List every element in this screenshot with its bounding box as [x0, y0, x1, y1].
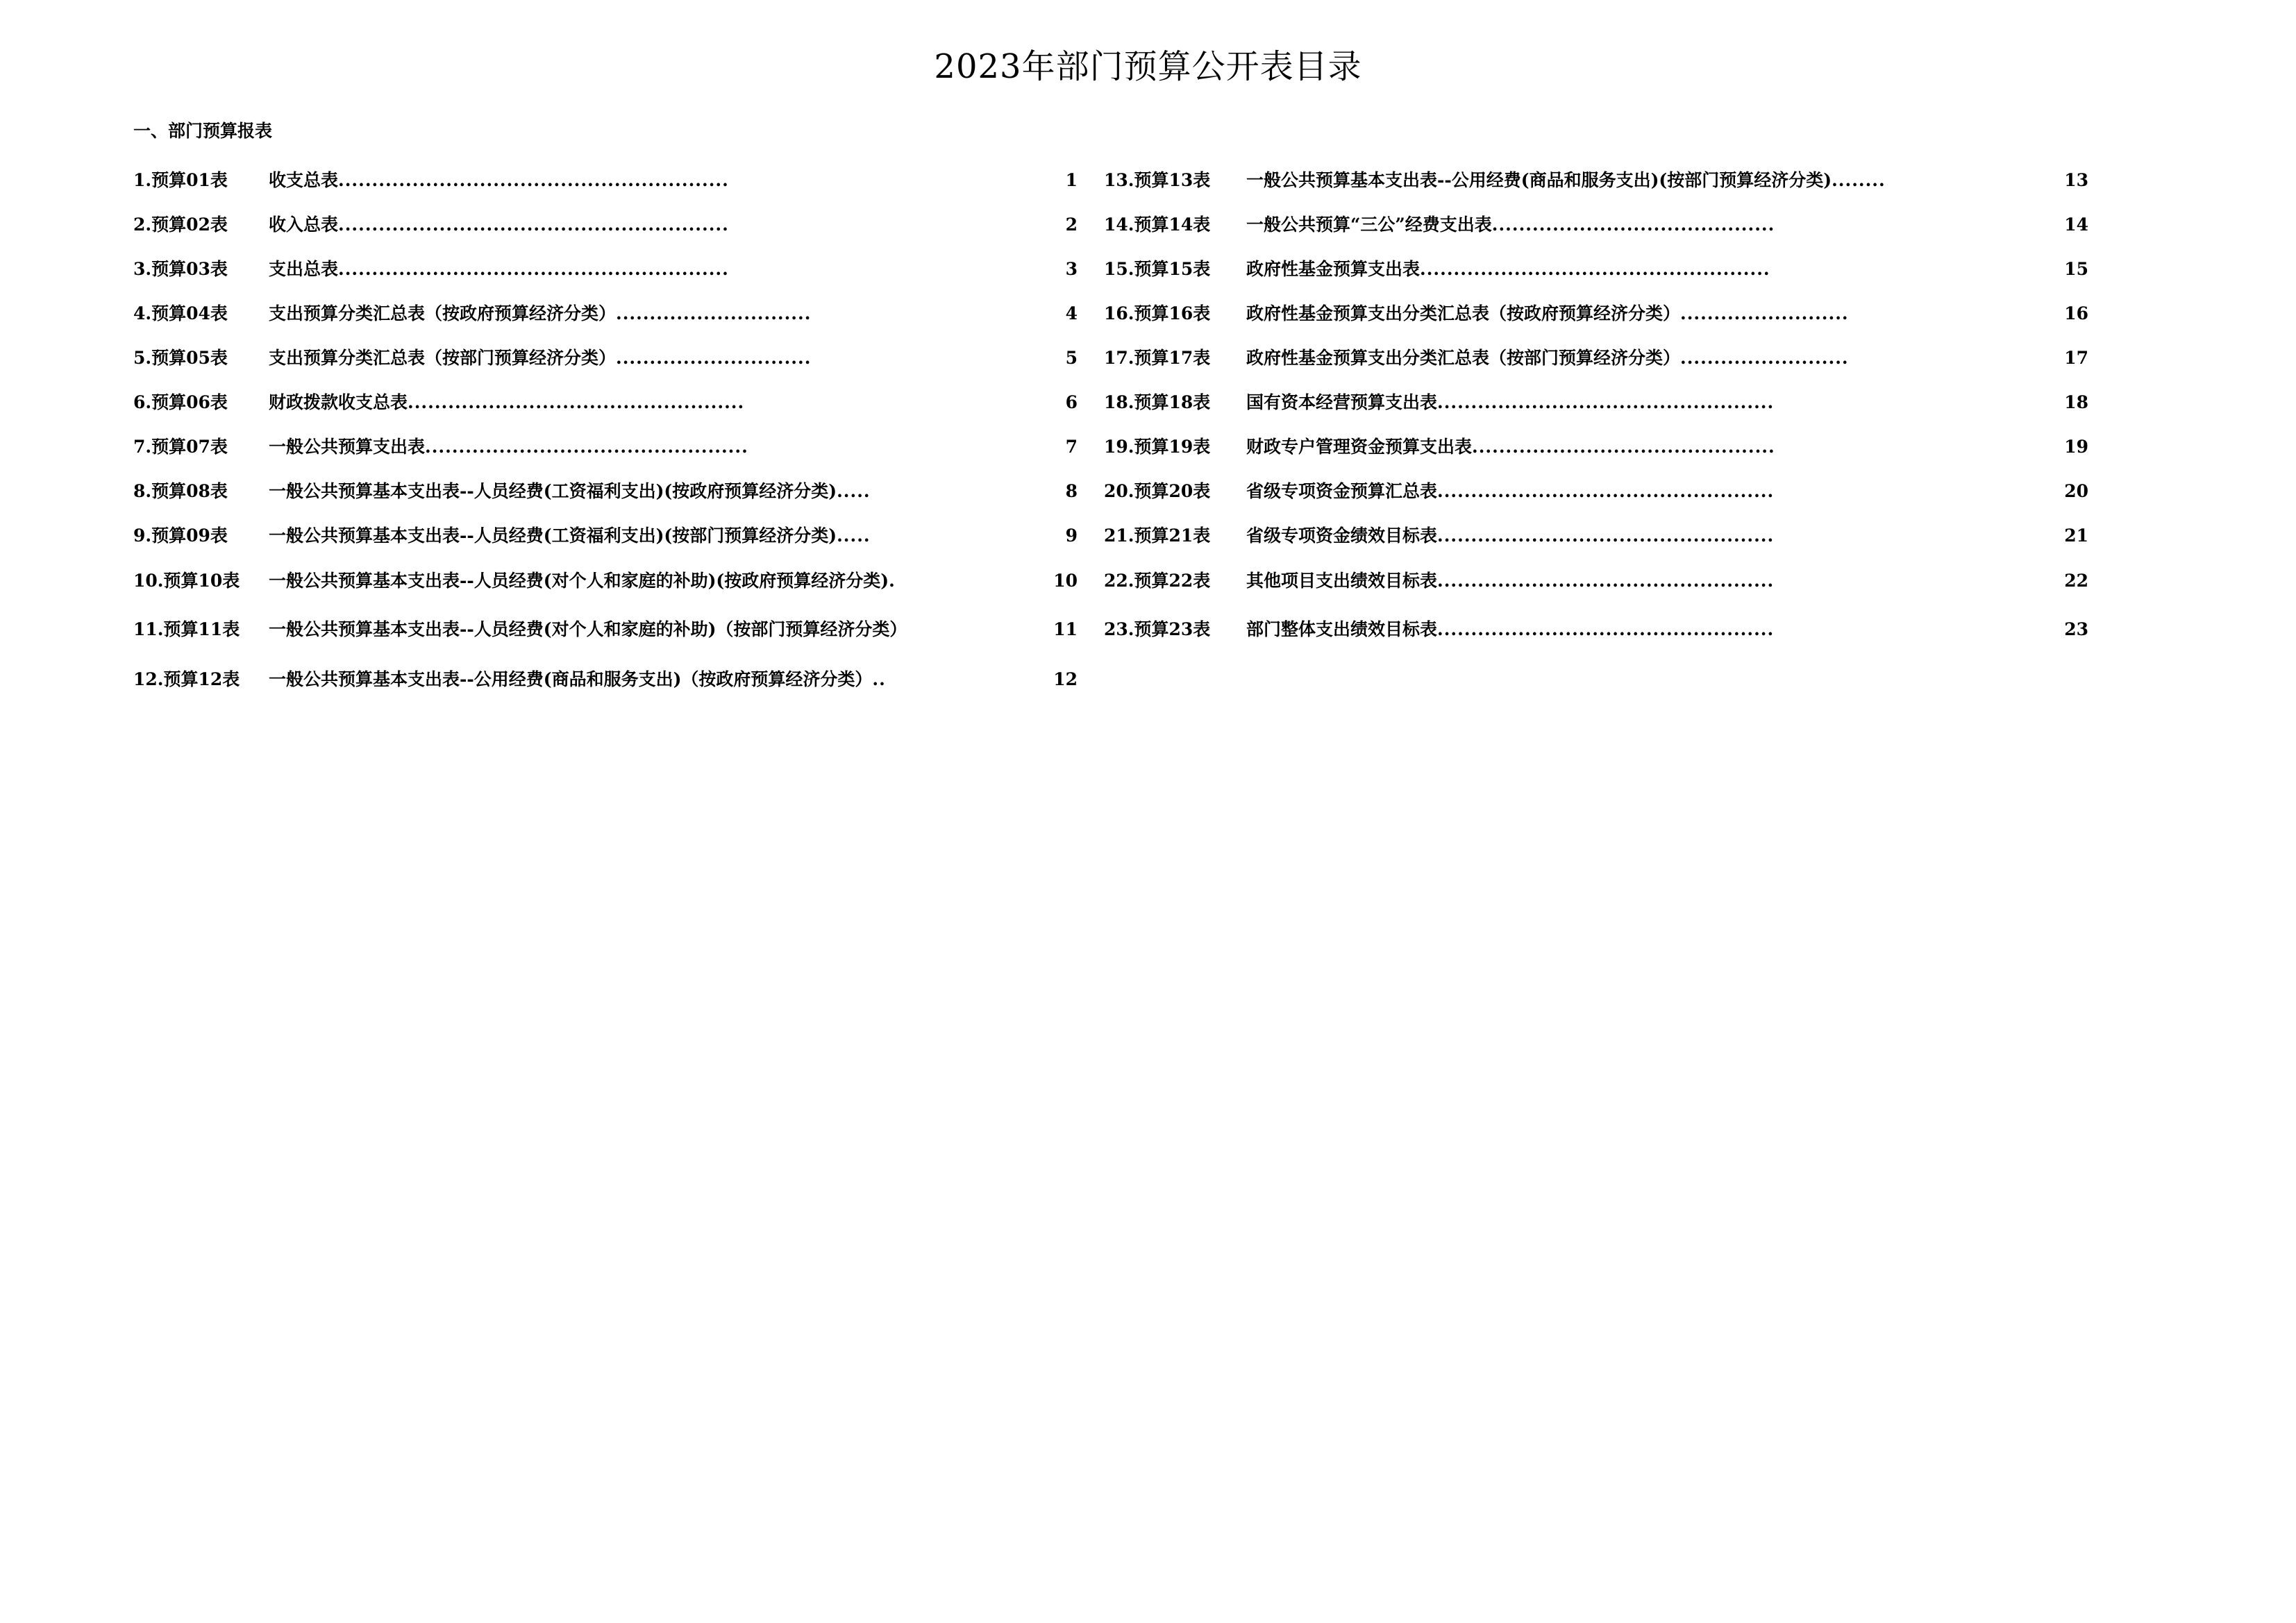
toc-entry-page-number: 17 [2064, 348, 2088, 368]
toc-entry-title-group [269, 435, 748, 459]
toc-entry-page-number: 1 [1065, 170, 1078, 190]
toc-entry-number: 19.预算19表 [1104, 437, 1211, 457]
toc-entry-title-group [1246, 258, 1770, 281]
toc-entry-leader-dots: ..... [837, 525, 871, 546]
toc-entry-number: 17.预算17表 [1104, 348, 1211, 368]
toc-entry-leader-dots: .................................................. [408, 392, 745, 412]
toc-entry-title: 省级专项资金绩效目标表 [1246, 525, 1438, 546]
toc-entry-leader-dots: ............................. [616, 348, 812, 368]
toc-entry-title: 财政拨款收支总表 [269, 392, 408, 412]
toc-entry-title: 省级专项资金预算汇总表 [1246, 481, 1438, 501]
toc-entry-title-group [269, 302, 811, 326]
toc-entry-page-number: 2 [1065, 215, 1078, 235]
toc-entry-title-group [1246, 618, 1774, 641]
toc-entry-number: 16.预算16表 [1104, 303, 1211, 323]
page-title: 2023年部门预算公开表目录 [934, 47, 1362, 86]
toc-entry-leader-dots: ......................... [1680, 303, 1849, 323]
toc-entry-title-group [269, 524, 871, 548]
toc-entry-title-group [1246, 391, 1774, 414]
toc-entry-title: 国有资本经营预算支出表 [1246, 392, 1438, 412]
toc-entry-leader-dots: . [889, 571, 896, 591]
toc-entry-leader-dots: .. [872, 669, 886, 689]
toc-entry-number: 7.预算07表 [133, 437, 228, 457]
toc-entry-title: 部门整体支出绩效目标表 [1246, 619, 1438, 639]
toc-entry-title: 支出预算分类汇总表（按部门预算经济分类） [269, 348, 617, 368]
toc-entry-leader-dots: .................................................. [1437, 481, 1775, 501]
toc-entry-title: 一般公共预算支出表 [269, 437, 426, 457]
toc-entry-number: 6.预算06表 [133, 392, 228, 412]
toc-entry-leader-dots: ............................. [616, 303, 812, 323]
toc-entry-page-number: 19 [2064, 437, 2088, 457]
toc-entry-leader-dots: ................................................ [425, 437, 748, 457]
toc-entry-leader-dots: .......................................................... [338, 259, 729, 279]
toc-entry-page-number: 23 [2064, 619, 2088, 639]
toc-entry-leader-dots: .................................................. [1437, 571, 1775, 591]
toc-entry-leader-dots: .................................................. [1437, 525, 1775, 546]
toc-entry-title-group [1246, 302, 1849, 326]
toc-entry-number: 10.预算10表 [133, 571, 240, 591]
toc-entry-title: 政府性基金预算支出分类汇总表（按政府预算经济分类） [1246, 303, 1681, 323]
toc-entry-title-group [269, 480, 871, 503]
toc-entry-title: 一般公共预算基本支出表--人员经费(对个人和家庭的补助)(按政府预算经济分类) [269, 571, 889, 591]
toc-entry-number: 9.预算09表 [133, 525, 228, 546]
toc-entry-page-number: 6 [1065, 392, 1078, 412]
toc-entry-title: 收入总表 [269, 215, 339, 235]
toc-entry-title: 一般公共预算“三公”经费支出表 [1246, 215, 1492, 235]
toc-entry-title: 一般公共预算基本支出表--人员经费(工资福利支出)(按部门预算经济分类) [269, 525, 837, 546]
toc-entry-page-number: 8 [1065, 481, 1078, 501]
toc-entry-number: 11.预算11表 [133, 619, 240, 639]
toc-entry-leader-dots: .................................................. [1437, 619, 1775, 639]
toc-entry-page-number: 7 [1065, 437, 1078, 457]
toc-entry-number: 20.预算20表 [1104, 481, 1211, 501]
toc-entry-title-group [269, 258, 729, 281]
toc-entry-number: 2.预算02表 [133, 215, 228, 235]
toc-entry-title: 财政专户管理资金预算支出表 [1246, 437, 1473, 457]
toc-entry-title-group [269, 169, 729, 192]
toc-entry-page-number: 12 [1053, 669, 1078, 689]
toc-entry-title-group [1246, 569, 1774, 593]
toc-entry-number: 22.预算22表 [1104, 571, 1211, 591]
toc-entry-title: 一般公共预算基本支出表--公用经费(商品和服务支出)(按部门预算经济分类) [1246, 170, 1832, 190]
toc-entry-leader-dots: .......................................... [1491, 215, 1775, 235]
toc-entry-title-group [269, 391, 744, 414]
toc-entry-number: 18.预算18表 [1104, 392, 1211, 412]
toc-entry-title: 一般公共预算基本支出表--人员经费(对个人和家庭的补助)（按部门预算经济分类） [269, 619, 907, 639]
toc-entry-page-number: 20 [2064, 481, 2088, 501]
toc-entry-number: 12.预算12表 [133, 669, 240, 689]
toc-entry-leader-dots: ............................................. [1472, 437, 1775, 457]
toc-entry-title: 其他项目支出绩效目标表 [1246, 571, 1438, 591]
toc-entry-title: 收支总表 [269, 170, 339, 190]
toc-entry-title: 一般公共预算基本支出表--公用经费(商品和服务支出)（按政府预算经济分类） [269, 669, 873, 689]
toc-entry-page-number: 13 [2064, 170, 2088, 190]
toc-entry-leader-dots: ......................... [1680, 348, 1849, 368]
toc-entry-number: 8.预算08表 [133, 481, 228, 501]
toc-entry-title-group [269, 618, 907, 641]
toc-entry-number: 13.预算13表 [1104, 170, 1211, 190]
toc-entry-page-number: 3 [1065, 259, 1078, 279]
toc-entry-page-number: 18 [2064, 392, 2088, 412]
toc-entry-number: 21.预算21表 [1104, 525, 1211, 546]
toc-entry-page-number: 14 [2064, 215, 2088, 235]
toc-entry-title: 支出总表 [269, 259, 339, 279]
toc-entry-page-number: 11 [1053, 619, 1078, 639]
toc-entry-number: 4.预算04表 [133, 303, 228, 323]
toc-entry-title: 政府性基金预算支出分类汇总表（按部门预算经济分类） [1246, 348, 1681, 368]
toc-entry-leader-dots: .................................................. [1437, 392, 1775, 412]
toc-entry-title-group [269, 346, 811, 370]
toc-entry-title-group [1246, 435, 1775, 459]
toc-entry-title-group [1246, 169, 1886, 192]
toc-entry-page-number: 21 [2064, 525, 2088, 546]
toc-entry-title-group [269, 569, 896, 593]
toc-entry-title-group [1246, 480, 1774, 503]
toc-entry-page-number: 5 [1065, 348, 1078, 368]
toc-entry-leader-dots: ..... [837, 481, 871, 501]
section-heading: 一、部门预算报表 [133, 121, 273, 141]
toc-entry-page-number: 15 [2064, 259, 2088, 279]
toc-entry-number: 23.预算23表 [1104, 619, 1211, 639]
toc-entry-leader-dots: .......................................................... [338, 215, 729, 235]
toc-entry-leader-dots: ........ [1832, 170, 1886, 190]
toc-entry-page-number: 9 [1065, 525, 1078, 546]
toc-entry-number: 14.预算14表 [1104, 215, 1211, 235]
toc-entry-title: 一般公共预算基本支出表--人员经费(工资福利支出)(按政府预算经济分类) [269, 481, 837, 501]
toc-entry-title: 政府性基金预算支出表 [1246, 259, 1421, 279]
toc-entry-page-number: 22 [2064, 571, 2088, 591]
toc-entry-number: 15.预算15表 [1104, 259, 1211, 279]
toc-entry-title-group [1246, 346, 1849, 370]
toc-entry-number: 1.预算01表 [133, 170, 228, 190]
toc-entry-title-group [1246, 524, 1774, 548]
toc-entry-number: 3.预算03表 [133, 259, 228, 279]
toc-entry-title-group [1246, 213, 1775, 237]
toc-entry-page-number: 16 [2064, 303, 2088, 323]
toc-entry-leader-dots: .......................................................... [338, 170, 729, 190]
toc-entry-title: 支出预算分类汇总表（按政府预算经济分类） [269, 303, 617, 323]
toc-entry-leader-dots: .................................................... [1420, 259, 1770, 279]
toc-entry-page-number: 10 [1053, 571, 1078, 591]
toc-entry-number: 5.预算05表 [133, 348, 228, 368]
toc-entry-page-number: 4 [1065, 303, 1078, 323]
toc-entry-title-group [269, 668, 886, 691]
toc-entry-title-group [269, 213, 729, 237]
